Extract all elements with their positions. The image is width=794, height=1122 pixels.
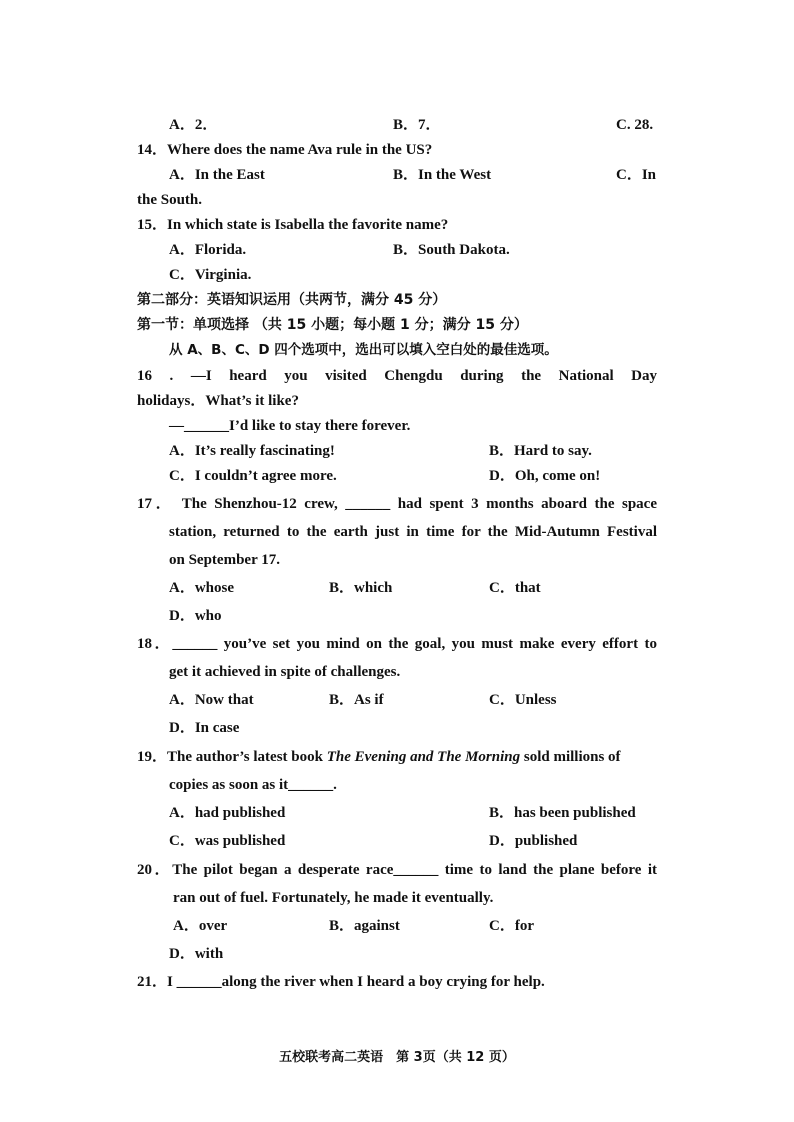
- q20-option-c: C．for: [489, 918, 534, 934]
- q18-option-a: A．Now that: [169, 692, 254, 708]
- q19-book-title: The Evening and The Morning: [326, 749, 521, 765]
- q19-option-a: A．had published: [169, 805, 286, 821]
- q21-stem-line1: 21．I ______along the river when I heard a boy crying for help.: [137, 974, 545, 990]
- q15-option-c: C．Virginia.: [169, 267, 252, 283]
- q16-stem-line3: —______I’d like to stay there forever.: [169, 418, 411, 434]
- page-footer: 五校联考高二英语 第 3页（共 12 页）: [279, 1050, 515, 1065]
- q17-option-d: D．who: [169, 608, 222, 624]
- q17-option-a: A．whose: [169, 580, 235, 596]
- q19-option-b: B．has been published: [489, 805, 636, 821]
- q17-stem-line3: on September 17.: [169, 552, 280, 568]
- q17-stem-line1: 17． The Shenzhou-12 crew, ______ had spent 3 months aboard the space: [137, 496, 657, 512]
- q16-option-a: A．It’s really fascinating!: [169, 443, 335, 459]
- q19-stem-post: sold millions of: [520, 749, 621, 765]
- q14-option-b: B．In the West: [393, 167, 492, 183]
- q17-option-b: B．which: [329, 580, 393, 596]
- q18-option-d: D．In case: [169, 720, 240, 736]
- q18-option-b: B．As if: [329, 692, 384, 708]
- q19-stem-line1: [137, 748, 657, 766]
- q14-stem: 14．Where does the name Ava rule in the US?: [137, 142, 433, 158]
- q20-option-a: A．over: [173, 918, 228, 934]
- q16-stem-line2: holidays．What’s it like?: [137, 393, 299, 409]
- q15-option-b: B．South Dakota.: [393, 242, 510, 258]
- q14-option-a: A．In the East: [169, 167, 265, 183]
- q16-option-c: C．I couldn’t agree more.: [169, 468, 337, 484]
- q19-stem-pre: 19．The author’s latest book: [137, 749, 327, 765]
- q20-stem-line1: 20．The pilot began a desperate race______ time to land the plane before it: [137, 862, 657, 878]
- q13-option-a: A．2．: [169, 117, 218, 133]
- q14-option-c-cont: the South.: [137, 192, 203, 208]
- q17-option-c: C．that: [489, 580, 541, 596]
- q14-option-c: C．In: [616, 167, 657, 183]
- q17-stem-line2: station, returned to the earth just in time for the Mid-Autumn Festival: [169, 524, 657, 540]
- part2-title: 第二部分：英语知识运用（共两节，满分 45 分）: [137, 292, 447, 308]
- q15-option-a: A．Florida.: [169, 242, 247, 258]
- q20-stem-line2: ran out of fuel. Fortunately, he made it eventually.: [173, 890, 494, 906]
- q16-option-b: B．Hard to say.: [489, 443, 592, 459]
- q16-option-d: D．Oh, come on!: [489, 468, 601, 484]
- q13-option-c: C. 28.: [616, 117, 654, 133]
- q13-option-b: B．7．: [393, 117, 441, 133]
- section1-instruction: 从 A、B、C、D 四个选项中，选出可以填入空白处的最佳选项。: [169, 342, 558, 358]
- q20-option-b: B．against: [329, 918, 400, 934]
- q19-stem-line2: copies as soon as it______.: [169, 777, 337, 793]
- q18-option-c: C．Unless: [489, 692, 557, 708]
- q19-option-c: C．was published: [169, 833, 286, 849]
- q19-option-d: D．published: [489, 833, 578, 849]
- q16-stem-line1: 16 . —I heard you visited Chengdu during the National Day: [137, 368, 657, 384]
- q20-option-d: D．with: [169, 946, 224, 962]
- q18-stem-line2: get it achieved in spite of challenges.: [169, 664, 401, 680]
- q18-stem-line1: 18．______ you’ve set you mind on the goal, you must make every effort to: [137, 636, 657, 652]
- section1-title: 第一节：单项选择 （共 15 小题；每小题 1 分；满分 15 分）: [137, 317, 528, 333]
- q15-stem: 15．In which state is Isabella the favorite name?: [137, 217, 449, 233]
